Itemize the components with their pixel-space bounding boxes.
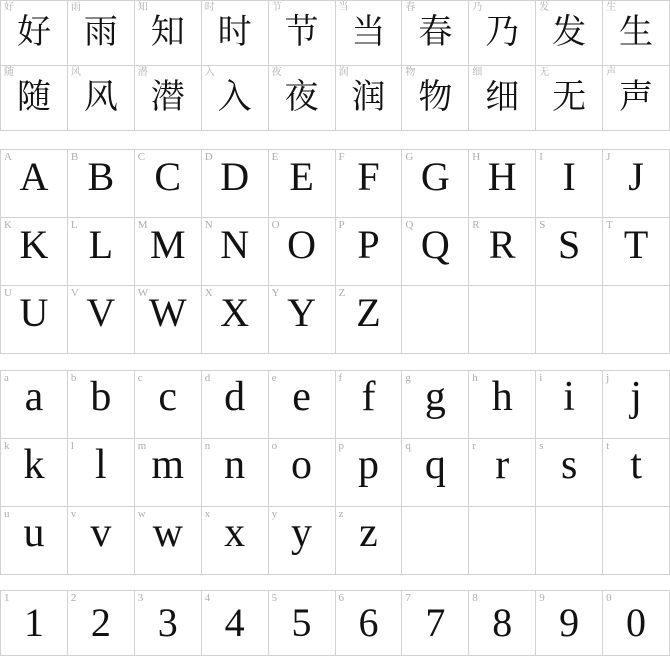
glyph-preview: 春 (418, 14, 453, 51)
glyph-cell (135, 66, 201, 130)
cell-label: e (271, 372, 277, 384)
cell-label: Q (405, 219, 414, 231)
glyph-preview: P (357, 222, 380, 267)
glyph-preview: z (359, 510, 378, 556)
glyph-cell (603, 591, 669, 655)
glyph-preview: 随 (16, 79, 51, 116)
glyph-preview: K (19, 222, 49, 267)
cell-label: g (405, 372, 411, 384)
cell-label: 7 (405, 592, 411, 604)
cell-label: 9 (539, 592, 545, 604)
glyph-preview: G (420, 154, 450, 199)
glyph-cell (469, 1, 535, 65)
cell-label: u (4, 508, 10, 520)
lowercase-table (0, 370, 670, 575)
glyph-preview: b (90, 374, 112, 420)
glyph-preview: F (357, 154, 380, 199)
cell-label: 物 (405, 67, 416, 78)
glyph-preview: Z (356, 290, 381, 335)
glyph-cell (135, 507, 201, 574)
cell-label: 春 (405, 2, 416, 13)
glyph-preview: E (289, 154, 314, 199)
cell-label: T (606, 219, 613, 231)
glyph-preview: I (562, 154, 576, 199)
glyph-preview: f (361, 374, 376, 420)
glyph-cell (135, 1, 201, 65)
glyph-preview: 物 (418, 79, 453, 116)
glyph-cell (1, 591, 67, 655)
glyph-preview: 潜 (150, 79, 185, 116)
glyph-cell (68, 286, 134, 353)
glyph-cell (68, 66, 134, 130)
glyph-cell (402, 218, 468, 285)
glyph-cell (202, 150, 268, 217)
glyph-cell (202, 439, 268, 506)
glyph-preview: 4 (224, 600, 245, 645)
cell-label: 夜 (271, 67, 282, 78)
glyph-preview: 无 (552, 79, 587, 116)
glyph-preview: 6 (358, 600, 379, 645)
glyph-preview: 生 (619, 14, 654, 51)
glyph-cell (336, 150, 402, 217)
glyph-preview: Y (287, 290, 316, 335)
glyph-cell (603, 1, 669, 65)
empty-cell (536, 507, 602, 574)
cell-label: 5 (271, 592, 278, 604)
uppercase-table (0, 149, 670, 354)
glyph-cell (135, 218, 201, 285)
glyph-cell (469, 66, 535, 130)
glyph-preview: R (488, 222, 516, 267)
cell-label: F (338, 151, 345, 163)
cell-label: S (539, 219, 546, 231)
glyph-cell (269, 218, 335, 285)
cell-label: B (70, 151, 79, 163)
cell-label: c (137, 372, 143, 384)
cell-label: l (70, 440, 74, 452)
empty-cell (536, 286, 602, 353)
glyph-cell (402, 66, 468, 130)
glyph-preview: 5 (291, 600, 312, 645)
glyph-preview: H (487, 154, 517, 199)
glyph-cell (536, 66, 602, 130)
glyph-cell (402, 439, 468, 506)
cell-label: t (606, 440, 610, 452)
cell-label: C (137, 151, 146, 163)
cell-label: 8 (472, 592, 478, 604)
glyph-preview: 入 (217, 79, 252, 116)
empty-cell (469, 507, 535, 574)
glyph-preview: 知 (150, 14, 185, 51)
glyph-cell (202, 218, 268, 285)
glyph-cell (336, 591, 402, 655)
cell-label: f (338, 372, 343, 384)
glyph-cell (1, 507, 67, 574)
glyph-preview: 7 (425, 600, 446, 645)
glyph-cell (402, 150, 468, 217)
cell-label: P (338, 219, 345, 231)
cell-label: 3 (137, 592, 144, 604)
cell-label: m (137, 440, 147, 452)
glyph-preview: p (357, 442, 379, 488)
glyph-cell (68, 591, 134, 655)
glyph-preview: d (224, 374, 246, 420)
glyph-cell (336, 66, 402, 130)
glyph-preview: r (495, 442, 510, 488)
glyph-preview: q (424, 442, 446, 488)
glyph-cell (135, 371, 201, 438)
glyph-cell (536, 439, 602, 506)
cell-label: N (204, 219, 213, 231)
glyph-cell (336, 1, 402, 65)
glyph-preview: U (19, 290, 49, 335)
cell-label: q (405, 440, 411, 452)
glyph-preview: w (152, 510, 183, 556)
glyph-cell (469, 218, 535, 285)
cell-label: 当 (338, 2, 349, 13)
cell-label: R (472, 219, 480, 231)
glyph-preview: k (23, 442, 45, 488)
glyph-preview: 细 (485, 79, 520, 116)
cell-label: 细 (472, 67, 483, 78)
cell-label: w (137, 508, 146, 520)
cell-label: L (70, 219, 78, 231)
glyph-preview: t (630, 442, 642, 488)
glyph-cell (202, 507, 268, 574)
cell-label: r (472, 440, 476, 452)
cell-label: 声 (606, 67, 617, 78)
glyph-preview: 雨 (83, 14, 118, 51)
glyph-cell (202, 371, 268, 438)
glyph-preview: Q (420, 222, 450, 267)
glyph-preview: 8 (492, 600, 513, 645)
cell-label: W (137, 287, 149, 299)
glyph-preview: c (158, 374, 178, 420)
cell-label: H (472, 151, 481, 163)
glyph-cell (202, 591, 268, 655)
glyph-cell (135, 439, 201, 506)
glyph-preview: X (220, 290, 250, 335)
cell-label: y (271, 508, 278, 520)
glyph-cell (269, 286, 335, 353)
glyph-preview: S (558, 222, 581, 267)
glyph-preview: e (292, 374, 311, 420)
cell-label: I (539, 151, 543, 163)
glyph-preview: N (220, 222, 250, 267)
cell-label: b (70, 372, 77, 384)
glyph-preview: B (87, 154, 115, 199)
cell-label: E (271, 151, 279, 163)
glyph-preview: x (224, 510, 246, 556)
cell-label: U (4, 287, 12, 299)
glyph-cell (603, 439, 669, 506)
glyph-cell (135, 286, 201, 353)
empty-cell (402, 507, 468, 574)
glyph-preview: u (23, 510, 45, 556)
cell-label: 润 (338, 67, 349, 78)
cell-label: V (70, 287, 79, 299)
glyph-preview: 时 (217, 14, 252, 51)
cell-label: X (204, 287, 213, 299)
glyph-preview: 夜 (284, 79, 319, 116)
glyph-cell (202, 66, 268, 130)
empty-cell (603, 286, 669, 353)
cell-label: 乃 (472, 2, 483, 13)
cell-label: z (338, 508, 344, 520)
glyph-cell (402, 1, 468, 65)
glyph-cell (135, 150, 201, 217)
glyph-cell (68, 507, 134, 574)
cell-label: 6 (338, 592, 344, 604)
glyph-cell (536, 1, 602, 65)
glyph-preview: 1 (23, 600, 44, 645)
glyph-preview: A (19, 154, 49, 199)
glyph-cell (269, 66, 335, 130)
glyph-cell (603, 150, 669, 217)
cell-label: 无 (539, 67, 550, 78)
cell-label: 知 (137, 2, 148, 13)
glyph-cell (469, 371, 535, 438)
glyph-cell (68, 371, 134, 438)
cell-label: 发 (539, 2, 550, 13)
glyph-cell (1, 371, 67, 438)
cell-label: 生 (606, 2, 617, 13)
empty-cell (603, 507, 669, 574)
glyph-preview: 0 (626, 600, 647, 645)
glyph-preview: 润 (351, 79, 386, 116)
glyph-preview: v (90, 510, 112, 556)
cell-label: n (204, 440, 211, 452)
cell-label: 随 (4, 67, 14, 78)
cell-label: k (4, 440, 10, 452)
cell-label: 潜 (137, 67, 148, 78)
glyph-preview: i (563, 374, 575, 420)
cell-label: 入 (204, 67, 215, 78)
cell-label: J (606, 151, 611, 163)
glyph-preview: 发 (552, 14, 587, 51)
glyph-preview: s (560, 442, 578, 488)
cell-label: s (539, 440, 544, 452)
glyph-cell (269, 371, 335, 438)
glyph-cell (402, 591, 468, 655)
glyph-preview: 风 (83, 79, 118, 116)
hanzi-sample-table (0, 0, 670, 131)
glyph-cell (603, 371, 669, 438)
cell-label: v (70, 508, 77, 520)
glyph-cell (536, 591, 602, 655)
glyph-cell (336, 286, 402, 353)
glyph-cell (68, 439, 134, 506)
glyph-preview: O (287, 222, 316, 267)
cell-label: G (405, 151, 414, 163)
glyph-preview: m (151, 442, 185, 488)
glyph-cell (336, 439, 402, 506)
glyph-cell (1, 66, 67, 130)
glyph-preview: 节 (284, 14, 319, 51)
glyph-preview: g (424, 374, 446, 420)
glyph-preview: a (24, 374, 44, 420)
glyph-cell (1, 286, 67, 353)
cell-label: Y (271, 287, 280, 299)
glyph-preview: l (95, 442, 107, 488)
empty-cell (402, 286, 468, 353)
cell-label: 时 (204, 2, 215, 13)
empty-cell (469, 286, 535, 353)
cell-label: d (204, 372, 211, 384)
cell-label: 1 (4, 592, 10, 604)
glyph-preview: 声 (619, 79, 654, 116)
glyph-preview: M (149, 222, 186, 267)
glyph-cell (269, 591, 335, 655)
cell-label: h (472, 372, 478, 384)
glyph-preview: J (628, 154, 644, 199)
glyph-preview: 当 (351, 14, 386, 51)
glyph-cell (202, 1, 268, 65)
glyph-cell (469, 150, 535, 217)
glyph-preview: j (630, 374, 642, 420)
glyph-cell (1, 218, 67, 285)
glyph-preview: o (291, 442, 313, 488)
glyph-cell (1, 1, 67, 65)
glyph-preview: h (491, 374, 513, 420)
glyph-preview: n (224, 442, 246, 488)
glyph-cell (469, 591, 535, 655)
glyph-cell (603, 66, 669, 130)
cell-label: K (4, 219, 12, 231)
glyph-cell (135, 591, 201, 655)
glyph-preview: L (88, 222, 114, 267)
glyph-cell (336, 218, 402, 285)
cell-label: O (271, 219, 280, 231)
glyph-cell (1, 150, 67, 217)
cell-label: 4 (204, 592, 211, 604)
glyph-cell (202, 286, 268, 353)
glyph-preview: y (291, 510, 313, 556)
cell-label: 好 (4, 2, 14, 13)
cell-label: x (204, 508, 211, 520)
glyph-cell (68, 150, 134, 217)
cell-label: 0 (606, 592, 612, 604)
glyph-preview: C (154, 154, 182, 199)
glyph-cell (536, 371, 602, 438)
glyph-cell (536, 150, 602, 217)
cell-label: 2 (70, 592, 77, 604)
glyph-cell (336, 507, 402, 574)
glyph-preview: 2 (90, 600, 111, 645)
cell-label: 节 (271, 2, 282, 13)
cell-label: 雨 (70, 2, 81, 13)
glyph-preview: 乃 (485, 14, 520, 51)
glyph-cell (269, 1, 335, 65)
glyph-cell (269, 507, 335, 574)
glyph-preview: 9 (559, 600, 580, 645)
glyph-cell (402, 371, 468, 438)
glyph-cell (603, 218, 669, 285)
glyph-preview: 好 (16, 14, 51, 51)
cell-label: j (606, 372, 610, 384)
cell-label: A (4, 151, 12, 163)
glyph-preview: V (86, 290, 116, 335)
cell-label: 风 (70, 67, 81, 78)
cell-label: i (539, 372, 543, 384)
glyph-cell (536, 218, 602, 285)
glyph-cell (269, 439, 335, 506)
glyph-cell (269, 150, 335, 217)
glyph-cell (68, 1, 134, 65)
glyph-preview: W (148, 290, 187, 335)
glyph-cell (336, 371, 402, 438)
cell-label: D (204, 151, 213, 163)
digits-table (0, 590, 670, 656)
glyph-preview: D (220, 154, 250, 199)
cell-label: a (4, 372, 9, 384)
glyph-cell (1, 439, 67, 506)
cell-label: Z (338, 287, 346, 299)
glyph-cell (469, 439, 535, 506)
cell-label: p (338, 440, 344, 452)
glyph-preview: 3 (157, 600, 178, 645)
cell-label: M (137, 219, 148, 231)
glyph-cell (68, 218, 134, 285)
cell-label: o (271, 440, 278, 452)
glyph-preview: T (623, 222, 649, 267)
